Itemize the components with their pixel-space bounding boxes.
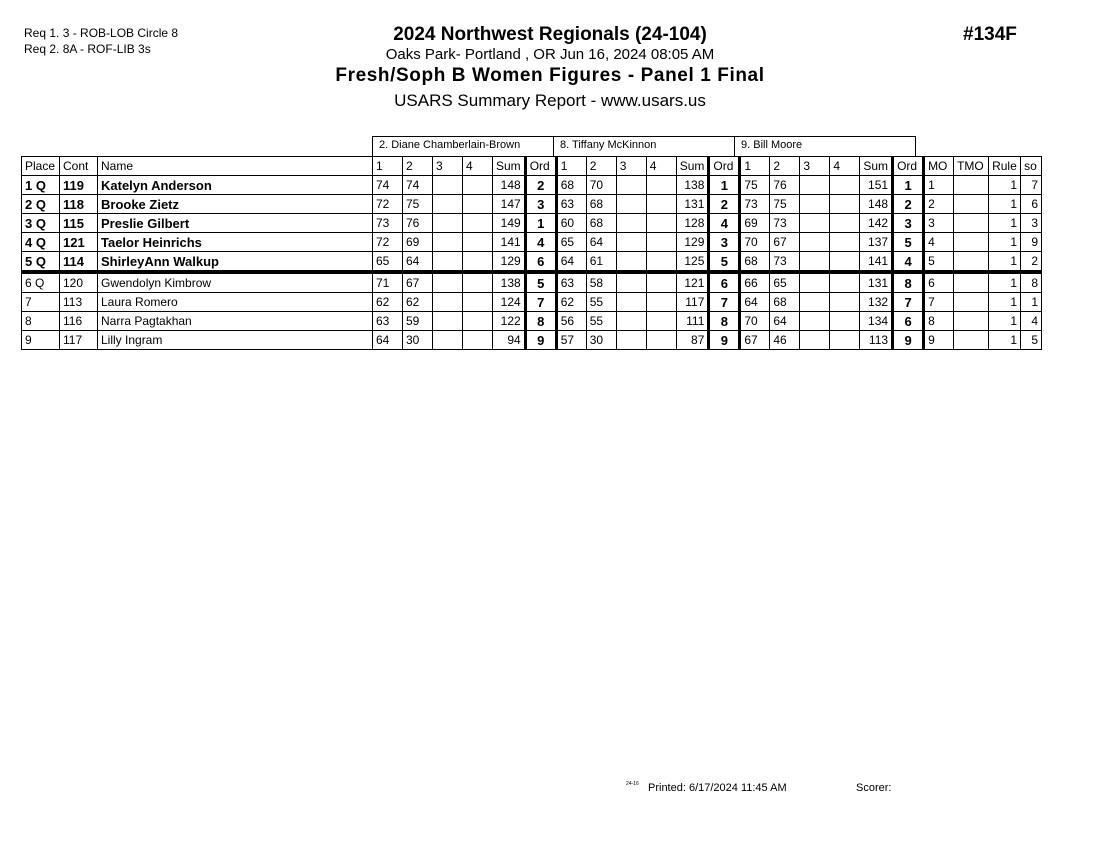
score-2-cell: 68 [586, 195, 616, 214]
rule-cell: 1 [989, 293, 1021, 312]
score-2-cell: 46 [770, 331, 800, 350]
sum-cell: 142 [860, 214, 893, 233]
col-j3-s3: 3 [800, 157, 830, 176]
score-2-cell: 64 [403, 252, 433, 273]
rule-cell: 1 [989, 195, 1021, 214]
score-1-cell: 64 [556, 252, 586, 273]
place-cell: 4 Q [22, 233, 60, 252]
ordinal-cell: 3 [709, 233, 740, 252]
score-2-cell: 76 [403, 214, 433, 233]
ordinal-cell: 6 [893, 312, 924, 331]
score-4-cell [463, 293, 493, 312]
score-1-cell: 70 [740, 233, 770, 252]
tmo-cell [954, 272, 989, 293]
venue-date: Oaks Park- Portland , OR Jun 16, 2024 08:05 AM [385, 46, 715, 63]
score-3-cell [616, 252, 646, 273]
score-1-cell: 56 [556, 312, 586, 331]
score-4-cell [646, 176, 676, 195]
skater-name-cell: Laura Romero [98, 293, 373, 312]
ordinal-cell: 5 [893, 233, 924, 252]
mo-cell: 6 [924, 272, 954, 293]
score-1-cell: 62 [556, 293, 586, 312]
score-4-cell [463, 176, 493, 195]
sum-cell: 117 [676, 293, 709, 312]
score-4-cell [830, 214, 860, 233]
ordinal-cell: 6 [709, 272, 740, 293]
place-cell: 2 Q [22, 195, 60, 214]
col-j3-s1: 1 [740, 157, 770, 176]
ordinal-cell: 5 [525, 272, 556, 293]
place-cell: 6 Q [22, 272, 60, 293]
tiny-code: 24-16 [626, 781, 639, 787]
col-j3-sum: Sum [860, 157, 893, 176]
score-3-cell [433, 195, 463, 214]
mo-cell: 8 [924, 312, 954, 331]
score-4-cell [646, 233, 676, 252]
tmo-cell [954, 195, 989, 214]
results-table [21, 156, 1042, 350]
so-cell: 6 [1021, 195, 1042, 214]
score-3-cell [800, 195, 830, 214]
mo-cell: 3 [924, 214, 954, 233]
ordinal-cell: 2 [525, 176, 556, 195]
skater-name-cell: Lilly Ingram [98, 331, 373, 350]
score-3-cell [800, 272, 830, 293]
tmo-cell [954, 176, 989, 195]
score-3-cell [800, 312, 830, 331]
so-cell: 1 [1021, 293, 1042, 312]
sum-cell: 151 [860, 176, 893, 195]
place-cell: 7 [22, 293, 60, 312]
table-row [22, 252, 1042, 273]
requirement-2: Req 2. 8A - ROF-LIB 3s [24, 42, 151, 56]
table-row [22, 312, 1042, 331]
score-3-cell [616, 272, 646, 293]
score-3-cell [433, 331, 463, 350]
score-2-cell: 74 [403, 176, 433, 195]
ordinal-cell: 4 [893, 252, 924, 273]
mo-cell: 4 [924, 233, 954, 252]
score-1-cell: 65 [373, 252, 403, 273]
score-4-cell [830, 233, 860, 252]
score-4-cell [646, 272, 676, 293]
score-2-cell: 62 [403, 293, 433, 312]
score-2-cell: 68 [770, 293, 800, 312]
rule-cell: 1 [989, 312, 1021, 331]
score-4-cell [646, 195, 676, 214]
place-cell: 1 Q [22, 176, 60, 195]
score-3-cell [616, 195, 646, 214]
skater-name-cell: Gwendolyn Kimbrow [98, 272, 373, 293]
score-1-cell: 64 [373, 331, 403, 350]
sum-cell: 121 [676, 272, 709, 293]
score-3-cell [616, 214, 646, 233]
so-cell: 7 [1021, 176, 1042, 195]
judge-header-2: 8. Tiffany McKinnon [553, 136, 735, 156]
col-rule: Rule [989, 157, 1021, 176]
score-4-cell [830, 272, 860, 293]
contestant-number-cell: 121 [60, 233, 98, 252]
ordinal-cell: 8 [709, 312, 740, 331]
judge-header-3: 9. Bill Moore [734, 136, 916, 156]
mo-cell: 1 [924, 176, 954, 195]
tmo-cell [954, 252, 989, 273]
score-4-cell [646, 331, 676, 350]
score-1-cell: 63 [373, 312, 403, 331]
tmo-cell [954, 312, 989, 331]
ordinal-cell: 1 [893, 176, 924, 195]
score-2-cell: 55 [586, 293, 616, 312]
score-3-cell [433, 312, 463, 331]
score-4-cell [830, 331, 860, 350]
col-cont: Cont [60, 157, 98, 176]
so-cell: 5 [1021, 331, 1042, 350]
score-1-cell: 62 [373, 293, 403, 312]
ordinal-cell: 3 [525, 195, 556, 214]
score-4-cell [463, 272, 493, 293]
ordinal-cell: 1 [525, 214, 556, 233]
score-3-cell [800, 331, 830, 350]
score-2-cell: 75 [770, 195, 800, 214]
score-4-cell [463, 312, 493, 331]
score-4-cell [646, 293, 676, 312]
ordinal-cell: 8 [525, 312, 556, 331]
sum-cell: 134 [860, 312, 893, 331]
col-j1-s4: 4 [463, 157, 493, 176]
ordinal-cell: 7 [709, 293, 740, 312]
sum-cell: 132 [860, 293, 893, 312]
score-2-cell: 30 [403, 331, 433, 350]
score-4-cell [463, 331, 493, 350]
sum-cell: 124 [493, 293, 526, 312]
col-j1-s1: 1 [373, 157, 403, 176]
mo-cell: 9 [924, 331, 954, 350]
score-2-cell: 30 [586, 331, 616, 350]
table-row [22, 214, 1042, 233]
score-3-cell [616, 176, 646, 195]
col-j1-s3: 3 [433, 157, 463, 176]
score-3-cell [800, 252, 830, 273]
mo-cell: 5 [924, 252, 954, 273]
score-1-cell: 69 [740, 214, 770, 233]
col-j2-s3: 3 [616, 157, 646, 176]
sum-cell: 129 [676, 233, 709, 252]
score-1-cell: 71 [373, 272, 403, 293]
ordinal-cell: 5 [709, 252, 740, 273]
score-4-cell [830, 176, 860, 195]
place-cell: 3 Q [22, 214, 60, 233]
score-3-cell [616, 233, 646, 252]
ordinal-cell: 2 [709, 195, 740, 214]
score-1-cell: 63 [556, 195, 586, 214]
table-row [22, 272, 1042, 293]
sum-cell: 131 [676, 195, 709, 214]
score-1-cell: 64 [740, 293, 770, 312]
score-1-cell: 70 [740, 312, 770, 331]
score-2-cell: 64 [770, 312, 800, 331]
sum-cell: 138 [493, 272, 526, 293]
skater-name-cell: ShirleyAnn Walkup [98, 252, 373, 273]
so-cell: 8 [1021, 272, 1042, 293]
col-j2-ord: Ord [709, 157, 740, 176]
score-1-cell: 68 [556, 176, 586, 195]
sum-cell: 137 [860, 233, 893, 252]
score-2-cell: 76 [770, 176, 800, 195]
ordinal-cell: 1 [709, 176, 740, 195]
score-2-cell: 59 [403, 312, 433, 331]
judge-header-1: 2. Diane Chamberlain-Brown [372, 136, 554, 156]
ordinal-cell: 7 [525, 293, 556, 312]
col-mo: MO [924, 157, 954, 176]
contestant-number-cell: 117 [60, 331, 98, 350]
score-3-cell [616, 312, 646, 331]
tmo-cell [954, 233, 989, 252]
sum-cell: 147 [493, 195, 526, 214]
col-j2-s2: 2 [586, 157, 616, 176]
score-4-cell [646, 252, 676, 273]
score-3-cell [433, 252, 463, 273]
ordinal-cell: 6 [525, 252, 556, 273]
score-2-cell: 55 [586, 312, 616, 331]
score-4-cell [830, 312, 860, 331]
score-2-cell: 67 [403, 272, 433, 293]
rule-cell: 1 [989, 252, 1021, 273]
score-2-cell: 65 [770, 272, 800, 293]
so-cell: 2 [1021, 252, 1042, 273]
place-cell: 8 [22, 312, 60, 331]
score-3-cell [800, 214, 830, 233]
sum-cell: 113 [860, 331, 893, 350]
rule-cell: 1 [989, 233, 1021, 252]
table-row [22, 195, 1042, 214]
sum-cell: 122 [493, 312, 526, 331]
tmo-cell [954, 293, 989, 312]
table-row [22, 293, 1042, 312]
sum-cell: 128 [676, 214, 709, 233]
score-3-cell [433, 293, 463, 312]
score-2-cell: 67 [770, 233, 800, 252]
score-1-cell: 73 [740, 195, 770, 214]
col-j1-sum: Sum [493, 157, 526, 176]
score-2-cell: 75 [403, 195, 433, 214]
sum-cell: 125 [676, 252, 709, 273]
col-j2-s4: 4 [646, 157, 676, 176]
score-3-cell [800, 176, 830, 195]
contestant-number-cell: 119 [60, 176, 98, 195]
sum-cell: 148 [860, 195, 893, 214]
table-row [22, 233, 1042, 252]
col-j1-s2: 2 [403, 157, 433, 176]
ordinal-cell: 4 [525, 233, 556, 252]
sum-cell: 87 [676, 331, 709, 350]
rule-cell: 1 [989, 272, 1021, 293]
sum-cell: 141 [860, 252, 893, 273]
col-j3-s2: 2 [770, 157, 800, 176]
ordinal-cell: 4 [709, 214, 740, 233]
score-1-cell: 72 [373, 233, 403, 252]
col-j3-s4: 4 [830, 157, 860, 176]
score-4-cell [463, 233, 493, 252]
so-cell: 4 [1021, 312, 1042, 331]
score-1-cell: 72 [373, 195, 403, 214]
score-1-cell: 68 [740, 252, 770, 273]
rule-cell: 1 [989, 214, 1021, 233]
contestant-number-cell: 118 [60, 195, 98, 214]
tmo-cell [954, 331, 989, 350]
report-title: USARS Summary Report - www.usars.us [394, 91, 706, 110]
column-header-row [22, 157, 1042, 176]
score-2-cell: 58 [586, 272, 616, 293]
contestant-number-cell: 113 [60, 293, 98, 312]
score-2-cell: 64 [586, 233, 616, 252]
contestant-number-cell: 115 [60, 214, 98, 233]
mo-cell: 7 [924, 293, 954, 312]
score-4-cell [830, 195, 860, 214]
col-name: Name [98, 157, 373, 176]
score-1-cell: 74 [373, 176, 403, 195]
ordinal-cell: 2 [893, 195, 924, 214]
score-3-cell [433, 272, 463, 293]
so-cell: 9 [1021, 233, 1042, 252]
table-row [22, 331, 1042, 350]
sum-cell: 141 [493, 233, 526, 252]
col-j3-ord: Ord [893, 157, 924, 176]
score-1-cell: 75 [740, 176, 770, 195]
score-2-cell: 70 [586, 176, 616, 195]
event-number: #134F [963, 24, 1017, 45]
col-j2-s1: 1 [556, 157, 586, 176]
col-tmo: TMO [954, 157, 989, 176]
score-4-cell [463, 214, 493, 233]
sum-cell: 149 [493, 214, 526, 233]
score-1-cell: 63 [556, 272, 586, 293]
score-4-cell [646, 312, 676, 331]
contestant-number-cell: 120 [60, 272, 98, 293]
rule-cell: 1 [989, 331, 1021, 350]
col-j1-ord: Ord [525, 157, 556, 176]
tmo-cell [954, 214, 989, 233]
score-4-cell [646, 214, 676, 233]
mo-cell: 2 [924, 195, 954, 214]
score-3-cell [800, 233, 830, 252]
requirement-1: Req 1. 3 - ROB-LOB Circle 8 [24, 26, 179, 40]
col-j2-sum: Sum [676, 157, 709, 176]
place-cell: 5 Q [22, 252, 60, 273]
skater-name-cell: Katelyn Anderson [98, 176, 373, 195]
score-3-cell [433, 176, 463, 195]
score-3-cell [616, 331, 646, 350]
ordinal-cell: 8 [893, 272, 924, 293]
score-4-cell [463, 252, 493, 273]
scorer-label: Scorer: [856, 782, 892, 794]
ordinal-cell: 3 [893, 214, 924, 233]
score-3-cell [433, 214, 463, 233]
skater-name-cell: Preslie Gilbert [98, 214, 373, 233]
ordinal-cell: 9 [893, 331, 924, 350]
score-3-cell [800, 293, 830, 312]
contestant-number-cell: 114 [60, 252, 98, 273]
place-cell: 9 [22, 331, 60, 350]
so-cell: 3 [1021, 214, 1042, 233]
contestant-number-cell: 116 [60, 312, 98, 331]
score-2-cell: 69 [403, 233, 433, 252]
score-4-cell [463, 195, 493, 214]
competition-title: 2024 Northwest Regionals (24-104) [393, 24, 707, 45]
score-4-cell [830, 293, 860, 312]
score-2-cell: 73 [770, 214, 800, 233]
skater-name-cell: Taelor Heinrichs [98, 233, 373, 252]
table-row [22, 176, 1042, 195]
score-1-cell: 66 [740, 272, 770, 293]
ordinal-cell: 9 [709, 331, 740, 350]
sum-cell: 138 [676, 176, 709, 195]
rule-cell: 1 [989, 176, 1021, 195]
sum-cell: 111 [676, 312, 709, 331]
sum-cell: 129 [493, 252, 526, 273]
score-2-cell: 68 [586, 214, 616, 233]
event-title: Fresh/Soph B Women Figures - Panel 1 Final [335, 65, 765, 86]
score-3-cell [616, 293, 646, 312]
skater-name-cell: Brooke Zietz [98, 195, 373, 214]
sum-cell: 94 [493, 331, 526, 350]
score-1-cell: 57 [556, 331, 586, 350]
ordinal-cell: 7 [893, 293, 924, 312]
score-2-cell: 73 [770, 252, 800, 273]
score-2-cell: 61 [586, 252, 616, 273]
score-1-cell: 65 [556, 233, 586, 252]
sum-cell: 131 [860, 272, 893, 293]
ordinal-cell: 9 [525, 331, 556, 350]
score-1-cell: 73 [373, 214, 403, 233]
score-3-cell [433, 233, 463, 252]
score-1-cell: 60 [556, 214, 586, 233]
score-1-cell: 67 [740, 331, 770, 350]
skater-name-cell: Narra Pagtakhan [98, 312, 373, 331]
score-4-cell [830, 252, 860, 273]
sum-cell: 148 [493, 176, 526, 195]
col-place: Place [22, 157, 60, 176]
printed-timestamp: Printed: 6/17/2024 11:45 AM [648, 782, 787, 794]
col-so: so [1021, 157, 1042, 176]
